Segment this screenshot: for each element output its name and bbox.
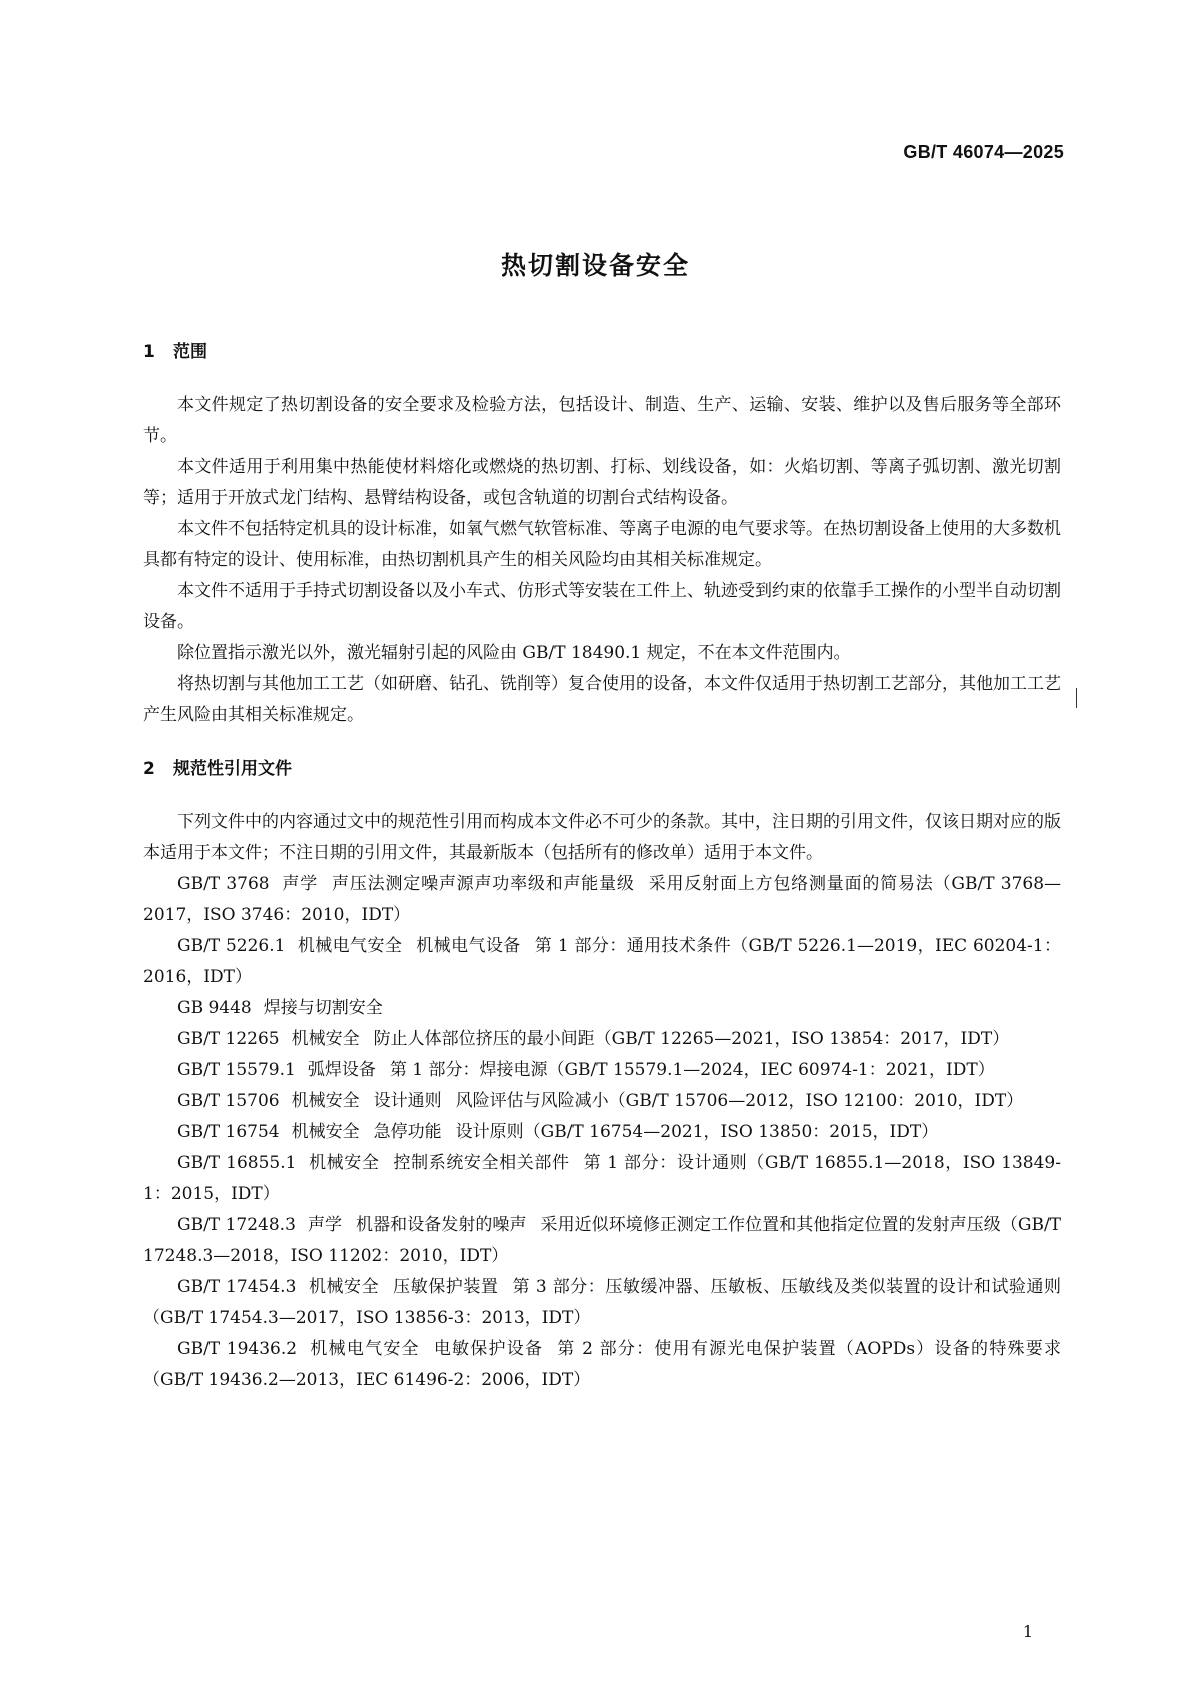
reference-title-segment: 压敏保护装置 (393, 1277, 499, 1297)
reference-title-segment: 机械安全 (291, 1122, 360, 1142)
reference-title-tail: 第 1 部分：设计通则（GB/T 16855.1—2018，ISO 13849-1：2015，IDT） (143, 1153, 1061, 1204)
reference-code: GB/T 16855.1 (177, 1153, 297, 1173)
section-title: 规范性引用文件 (173, 759, 292, 779)
reference-item (143, 1148, 1061, 1210)
reference-title-segment: 机械电气安全 (309, 1339, 420, 1359)
reference-item (143, 1086, 1061, 1117)
reference-item (143, 1024, 1061, 1055)
reference-title-tail: 焊接与切割安全 (263, 998, 383, 1018)
reference-title-segment: 弧焊设备 (307, 1060, 376, 1080)
reference-list (143, 869, 1061, 1396)
reference-title-segment: 机械安全 (308, 1277, 380, 1297)
reference-title-segment: 机械安全 (291, 1029, 360, 1049)
paragraph: 除位置指示激光以外，激光辐射引起的风险由 GB/T 18490.1 规定，不在本文件范围内。 (177, 643, 851, 663)
reference-code: GB/T 15579.1 (177, 1060, 296, 1080)
reference-item (143, 1210, 1061, 1272)
paragraph: 将热切割与其他加工工艺（如研磨、钻孔、铣削等）复合使用的设备，本文件仅适用于热切割工艺部分，其他加工工艺产生风险由其相关标准规定。 (143, 674, 1061, 725)
reference-code: GB/T 17454.3 (177, 1277, 297, 1297)
document-body (143, 340, 1061, 1396)
reference-title-segment: 机械安全 (308, 1153, 380, 1173)
reference-title-segment: 设计通则 (373, 1091, 442, 1111)
scope-paragraphs (143, 390, 1061, 731)
reference-title-tail: 采用反射面上方包络测量面的简易法（GB/T 3768—2017，ISO 3746：2010，IDT） (143, 874, 1062, 925)
paragraph: 本文件不包括特定机具的设计标准，如氧气燃气软管标准、等离子电源的电气要求等。在热切割设备上使用的大多数机具都有特定的设计、使用标准，由热切割机具产生的相关风险均由其相关标准规定。 (143, 519, 1061, 570)
reference-item (143, 869, 1061, 931)
reference-title-segment: 声学 (307, 1215, 343, 1235)
reference-title-tail: 第 2 部分：使用有源光电保护装置（AOPDs）设备的特殊要求（GB/T 19436.2—2013，IEC 61496-2：2006，IDT） (143, 1339, 1062, 1390)
section-title: 范围 (173, 342, 207, 362)
reference-code: GB 9448 (177, 998, 252, 1018)
reference-item (143, 1334, 1061, 1396)
reference-title-segment: 机械电气安全 (297, 936, 403, 956)
reference-title-segment: 急停功能 (373, 1122, 442, 1142)
references-intro: 下列文件中的内容通过文中的规范性引用而构成本文件必不可少的条款。其中，注日期的引用文件，仅该日期对应的版本适用于本文件；不注日期的引用文件，其最新版本（包括所有的修改单）适用于本文件。 (143, 812, 1061, 863)
reference-title-segment: 机械电气设备 (416, 936, 521, 956)
reference-item (143, 1272, 1061, 1334)
paragraph: 本文件适用于利用集中热能使材料熔化或燃烧的热切割、打标、划线设备，如：火焰切割、等离子弧切割、激光切割等；适用于开放式龙门结构、悬臂结构设备，或包含轨道的切割台式结构设备。 (143, 457, 1061, 508)
reference-code: GB/T 16754 (177, 1122, 280, 1142)
paragraph: 本文件不适用于手持式切割设备以及小车式、仿形式等安装在工件上、轨迹受到约束的依靠手工操作的小型半自动切割设备。 (143, 581, 1061, 632)
section-number: 2 (143, 759, 155, 779)
reference-title-tail: 采用近似环境修正测定工作位置和其他指定位置的发射声压级（GB/T 17248.3—2018，ISO 11202：2010，IDT） (143, 1215, 1062, 1266)
reference-title-tail: 第 1 部分：焊接电源（GB/T 15579.1—2024，IEC 60974-1：2021，IDT） (389, 1060, 995, 1080)
reference-title-tail: 防止人体部位挤压的最小间距（GB/T 12265—2021，ISO 13854：2017，IDT） (373, 1029, 1010, 1049)
reference-title-segment: 电敏保护设备 (433, 1339, 544, 1359)
reference-title-segment: 机械安全 (291, 1091, 360, 1111)
document-title: 热切割设备安全 (500, 251, 690, 280)
reference-item (143, 931, 1061, 993)
reference-title-segment: 机器和设备发射的噪声 (356, 1215, 527, 1235)
reference-item (143, 1055, 1061, 1086)
spacer (143, 731, 1061, 757)
reference-title-segment: 控制系统安全相关部件 (393, 1153, 570, 1173)
page-number: 1 (1022, 1622, 1033, 1641)
reference-code: GB/T 5226.1 (177, 936, 286, 956)
change-bar (1076, 688, 1077, 708)
reference-code: GB/T 12265 (177, 1029, 280, 1049)
reference-code: GB/T 3768 (177, 874, 270, 894)
reference-title-tail: 第 1 部分：通用技术条件（GB/T 5226.1—2019，IEC 60204-1：2016，IDT） (143, 936, 1062, 987)
section-heading-normative-references (143, 757, 1061, 781)
reference-title-tail: 第 3 部分：压敏缓冲器、压敏板、压敏线及类似装置的设计和试验通则（GB/T 17454.3—2017，ISO 13856-3：2013，IDT） (143, 1277, 1062, 1328)
section-heading-scope (143, 340, 1061, 364)
standard-code: GB/T 46074—2025 (903, 142, 1064, 162)
reference-code: GB/T 17248.3 (177, 1215, 296, 1235)
reference-title-tail: 设计原则（GB/T 16754—2021，ISO 13850：2015，IDT） (455, 1122, 939, 1142)
reference-title-segment: 声学 (281, 874, 319, 894)
reference-code: GB/T 19436.2 (177, 1339, 298, 1359)
reference-title-segment: 声压法测定噪声源声功率级和声能量级 (332, 874, 635, 894)
reference-item (143, 1117, 1061, 1148)
reference-code: GB/T 15706 (177, 1091, 280, 1111)
section-number: 1 (143, 342, 155, 362)
reference-title-tail: 风险评估与风险减小（GB/T 15706—2012，ISO 12100：2010，IDT） (455, 1091, 1024, 1111)
reference-item (143, 993, 1061, 1024)
paragraph: 本文件规定了热切割设备的安全要求及检验方法，包括设计、制造、生产、运输、安装、维护以及售后服务等全部环节。 (143, 395, 1061, 446)
